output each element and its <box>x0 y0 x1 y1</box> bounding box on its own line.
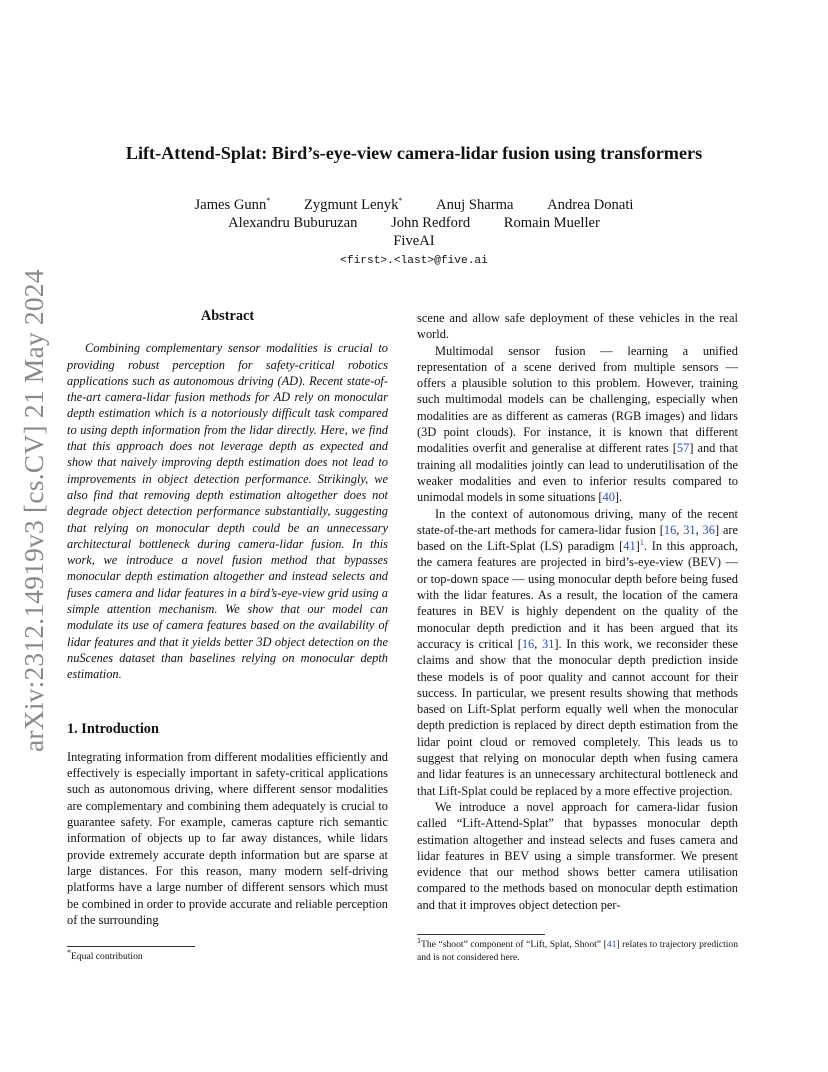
abstract-heading: Abstract <box>200 308 255 324</box>
citation-link[interactable]: 36 <box>702 522 715 537</box>
citation-link[interactable]: 31 <box>542 636 555 651</box>
arxiv-identifier: arXiv:2312.14919v3 [cs.CV] 21 May 2024 <box>18 269 49 752</box>
citation-link[interactable]: 16 <box>521 636 535 651</box>
citation-link[interactable]: 40 <box>602 490 615 505</box>
intro-paragraph-4: We introduce a novel approach for camera-lidar fusion called “Lift-Attend-Splat” that bypasses monocular depth estimation altogether and instead selects and fuses camera and lidar features in BEV using a simple transformer. We present evidence that our method shows better camera utilisation compared to the methods based on monocular depth estimation and that it improves object detection per- <box>417 799 738 912</box>
right-column <box>417 310 738 913</box>
author-name: James Gunn* <box>194 196 271 213</box>
paper-title: Lift-Attend-Splat: Bird’s-eye-view camera-lidar fusion using transformers <box>125 143 703 163</box>
intro-paragraph-1-continued: scene and allow safe deployment of these vehicles in the real world. <box>417 311 738 342</box>
author-name: Romain Mueller <box>503 215 600 231</box>
footnote-divider <box>67 946 195 947</box>
footnote-1: $^1$The “shoot” component of “Lift, Splat, Shoot” [41] relates to trajectory prediction and is not considered here. <box>417 935 739 963</box>
author-name: Anuj Sharma <box>436 197 514 213</box>
author-name: Andrea Donati <box>547 197 634 213</box>
affiliation: FiveAI <box>393 233 435 249</box>
footnote-equal-contribution: *Equal contribution <box>67 947 143 962</box>
intro-paragraph-1: Integrating information from different modalities efficiently and effectively is especially important in safety-critical applications such as autonomous driving, where different sensor modalities are complementary and combining them adequately is crucial to guarantee safety. For example, cameras capture rich semantic information of objects up to far away distances, while lidars provide extremely accurate depth information but are sparse at large distances. For this reason, many modern self-driving platforms have a large number of different sensors which must be combined in order to provide accurate and reliable perception of the surrounding <box>67 749 388 927</box>
author-name: John Redford <box>391 215 471 231</box>
citation-link[interactable]: 41 <box>606 939 617 950</box>
citation-link[interactable]: 16 <box>663 522 677 537</box>
section-heading-introduction: 1. Introduction <box>67 720 159 737</box>
intro-paragraph-2: Multimodal sensor fusion — learning a unified representation of a scene derived from multiple sensors — offers a plausible solution to this problem. However, training such multimodal models can be challenging, especially when modalities are as different as cameras (RGB images) and lidars (3D point clouds). For instance, it is known that different modalities overfit and generalise at different rates [57] and that training all modalities jointly can lead to underutilisation of the weaker modalities and even to inferior results compared to unimodal models in some situations [40]. <box>417 343 738 505</box>
citation-link[interactable]: 31 <box>683 522 696 537</box>
footnote-right <box>417 934 738 964</box>
citation-link[interactable]: 57 <box>676 441 690 456</box>
author-row-2 <box>60 214 768 232</box>
author-name: Zygmunt Lenyk* <box>303 196 403 213</box>
intro-paragraph-3: In the context of autonomous driving, many of the recent state-of-the-art methods for camera-lidar fusion [16, 31, 36] are based on the Lift-Splat (LS) paradigm [41]$^1$. In this approach, the camera features are projected in bird’s-eye-view (BEV) — or top-down space — using monocular depth before being fused with the lidar features. As a result, the location of the camera features in BEV is highly dependent on the quality of the monocular depth prediction and it has been argued that its accuracy is critical [16, 31]. In this work, we reconsider these claims and show that the monocular depth prediction inside these models is of poor quality and cannot account for their success. In particular, we present results showing that methods based on Lift-Splat perform equally well when the monocular depth prediction is replaced by direct depth estimation from the lidar point cloud or removed completely. This leads us to suggest that relying on monocular depth when fusing camera and lidar features is an unnecessary architectural bottleneck and that Lift-Splat could be replaced by a more effective projection. <box>417 506 739 798</box>
citation-link[interactable]: 41 <box>623 539 636 554</box>
footnote-divider <box>417 934 545 935</box>
abstract-text: Combining complementary sensor modalities is crucial to providing robust perception for safety-critical robotics applications such as autonomous driving (AD). Recent state-of-the-art camera-lidar fusion methods for AD rely on monocular depth estimation which is a notoriously difficult task compared to using depth information from the lidar directly. Here, we find that this approach does not leverage depth as expected and show that naively improving depth estimation does not lead to improvements in object detection performance. Strikingly, we also find that removing depth estimation altogether does not degrade object detection performance substantially, suggesting that relying on monocular depth could be an unnecessary architectural bottleneck during camera-lidar fusion. In this work, we introduce a novel fusion method that bypasses monocular depth estimation altogether and instead selects and fuses camera and lidar features in a bird’s-eye-view grid using a simple attention mechanism. We show that our model can modulate its use of camera features based on the availability of lidar features and that it yields better 3D object detection on the nuScenes dataset than baselines relying on monocular depth estimation. <box>67 341 388 682</box>
author-email: <first>.<last>@five.ai <box>340 255 488 267</box>
author-block <box>60 196 768 250</box>
footnote-left <box>67 946 388 964</box>
author-name: Alexandru Buburuzan <box>228 215 358 231</box>
left-column <box>67 308 388 928</box>
author-row-1 <box>60 196 768 214</box>
footnote-marker[interactable]: 1 <box>639 538 644 548</box>
